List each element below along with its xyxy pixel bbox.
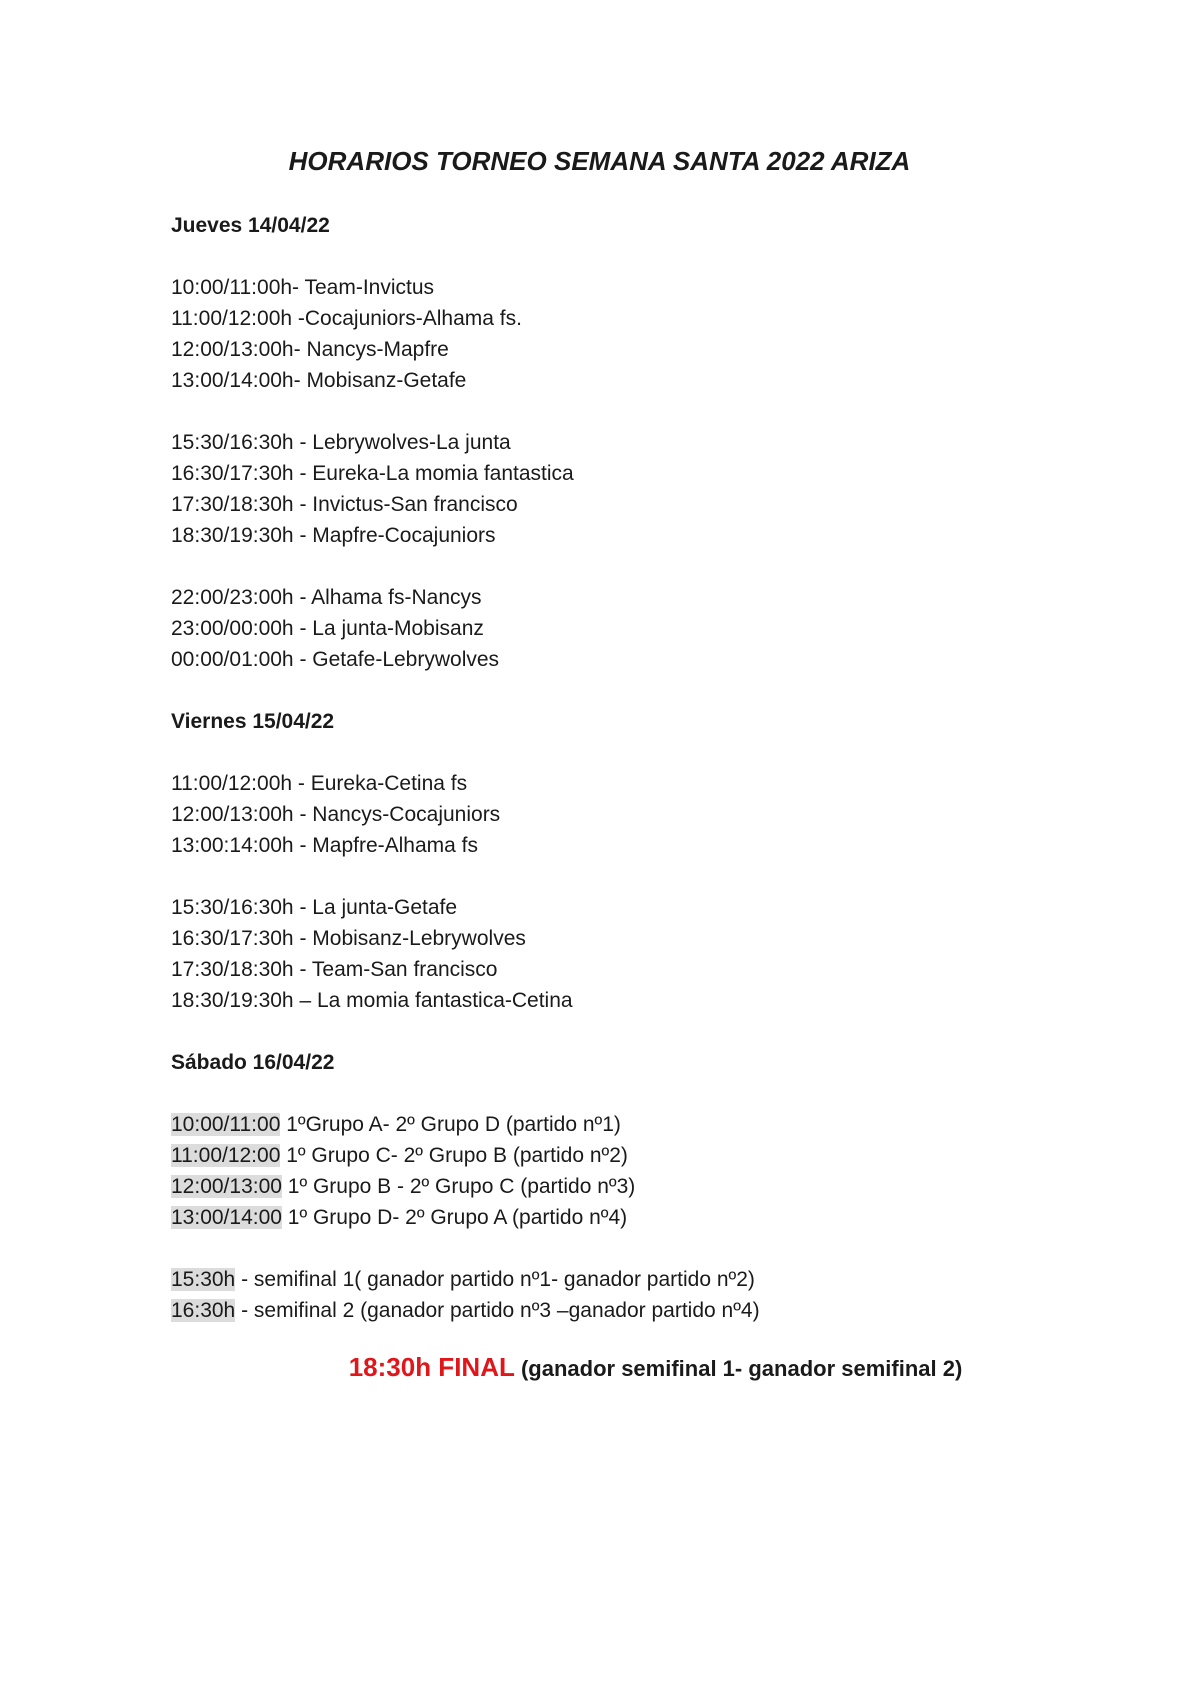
- semifinal-text: - semifinal 2 (ganador partido nº3 –ganador partido nº4): [235, 1299, 760, 1322]
- day-heading-sabado: Sábado 16/04/22: [171, 1051, 335, 1074]
- match-line: 18:30/19:30h – La momia fantastica-Cetina: [171, 989, 573, 1012]
- match-line: 15:30/16:30h - La junta-Getafe: [171, 896, 458, 919]
- group-match-line: [171, 1109, 1071, 1140]
- semifinal-text: - semifinal 1( ganador partido nº1- ganador partido nº2): [235, 1268, 755, 1291]
- match-line: 15:30/16:30h - Lebrywolves-La junta: [171, 431, 511, 454]
- group-match-line: [171, 1140, 1071, 1171]
- final-detail: (ganador semifinal 1- ganador semifinal 2): [514, 1356, 963, 1381]
- match-line: 17:30/18:30h - Team-San francisco: [171, 958, 498, 981]
- match-line: 22:00/23:00h - Alhama fs-Nancys: [171, 586, 482, 609]
- match-line: 12:00/13:00h - Nancys-Cocajuniors: [171, 803, 501, 826]
- match-line: 10:00/11:00h- Team-Invictus: [171, 276, 435, 299]
- match-teams: 1ºGrupo A- 2º Grupo D (partido nº1): [280, 1113, 621, 1136]
- semifinal-time-highlight: 16:30h: [171, 1299, 236, 1322]
- final-line: [0, 1352, 1199, 1383]
- document-title: HORARIOS TORNEO SEMANA SANTA 2022 ARIZA: [288, 146, 911, 176]
- match-line: 11:00/12:00h -Cocajuniors-Alhama fs.: [171, 307, 522, 330]
- match-time-highlight: 13:00/14:00: [171, 1206, 282, 1229]
- group-match-line: [171, 1171, 1071, 1202]
- match-line: 23:00/00:00h - La junta-Mobisanz: [171, 617, 484, 640]
- day-heading-viernes: Viernes 15/04/22: [171, 710, 335, 733]
- semifinal-line: [171, 1264, 1071, 1295]
- match-line: 17:30/18:30h - Invictus-San francisco: [171, 493, 518, 516]
- day-heading-jueves: Jueves 14/04/22: [171, 214, 330, 237]
- match-line: 16:30/17:30h - Eureka-La momia fantastica: [171, 462, 574, 485]
- match-line: 16:30/17:30h - Mobisanz-Lebrywolves: [171, 927, 526, 950]
- match-line: 12:00/13:00h- Nancys-Mapfre: [171, 338, 449, 361]
- group-match-line: [171, 1202, 1071, 1233]
- match-teams: 1º Grupo B - 2º Grupo C (partido nº3): [281, 1175, 636, 1198]
- match-time-highlight: 11:00/12:00: [171, 1144, 281, 1167]
- semifinal-line: [171, 1295, 1071, 1326]
- final-label: 18:30h FINAL: [348, 1352, 515, 1382]
- match-line: 11:00/12:00h - Eureka-Cetina fs: [171, 772, 468, 795]
- schedule-content: [171, 210, 1071, 1326]
- match-time-highlight: 12:00/13:00: [171, 1175, 282, 1198]
- semifinal-time-highlight: 15:30h: [171, 1268, 236, 1291]
- match-teams: 1º Grupo C- 2º Grupo B (partido nº2): [280, 1144, 628, 1167]
- match-line: 18:30/19:30h - Mapfre-Cocajuniors: [171, 524, 496, 547]
- match-line: 00:00/01:00h - Getafe-Lebrywolves: [171, 648, 500, 671]
- match-line: 13:00/14:00h- Mobisanz-Getafe: [171, 369, 467, 392]
- match-time-highlight: 10:00/11:00: [171, 1113, 281, 1136]
- match-line: 13:00:14:00h - Mapfre-Alhama fs: [171, 834, 479, 857]
- match-teams: 1º Grupo D- 2º Grupo A (partido nº4): [281, 1206, 628, 1229]
